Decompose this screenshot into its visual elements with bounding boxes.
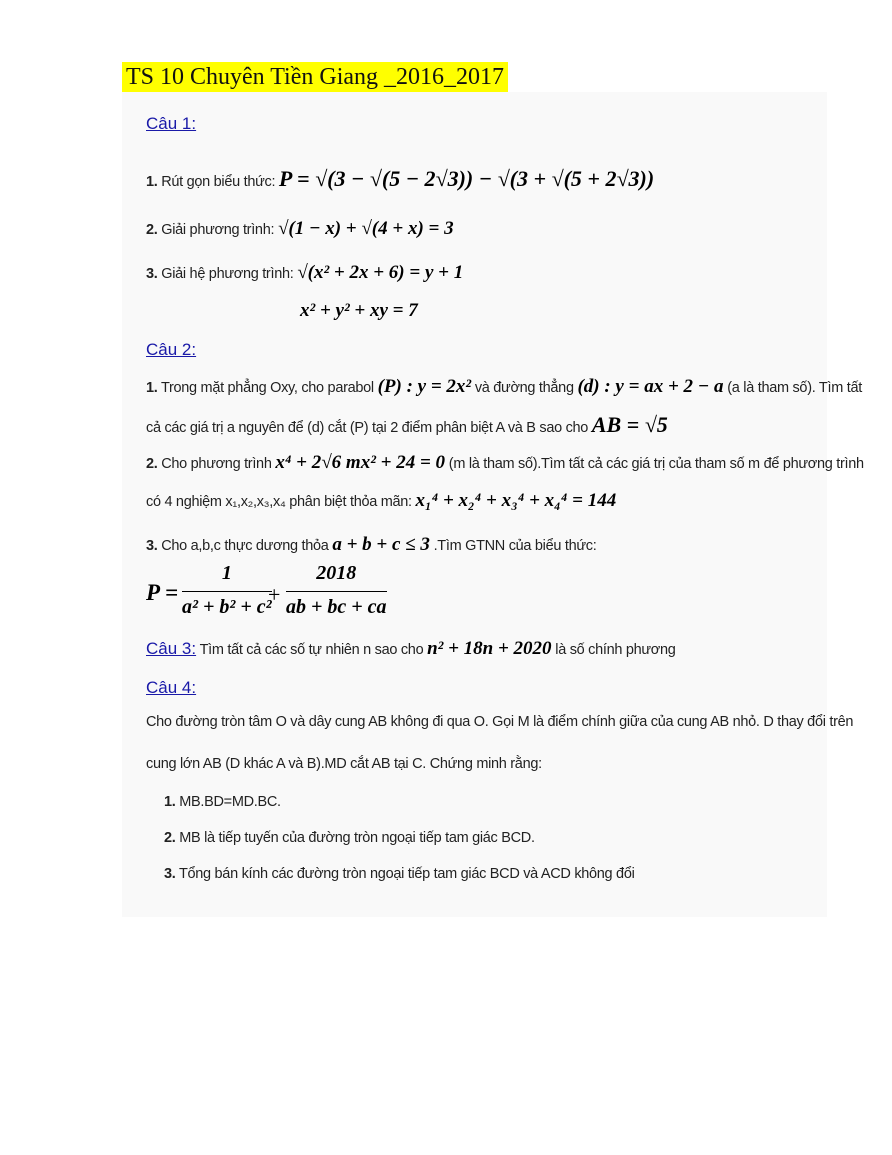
- question-1-item-3-line-2: [300, 300, 418, 322]
- item-text: Trong mặt phẳng Oxy, cho parabol: [160, 380, 374, 396]
- item-number: 2.: [164, 830, 176, 846]
- item-text: cả các giá trị a nguyên để (d) cắt (P) tại 2 điểm phân biệt A và B sao cho: [146, 420, 589, 436]
- item-number: 2.: [146, 222, 158, 238]
- item-text: MB.BD=MD.BC.: [179, 794, 281, 810]
- question-3-heading: Câu 3:: [146, 639, 197, 658]
- document-title: TS 10 Chuyên Tiền Giang _2016_2017: [122, 62, 508, 92]
- math-expression: √(1 − x) + √(4 + x) = 3: [277, 218, 454, 239]
- question-4-item-3: [164, 866, 635, 882]
- question-1-item-2: [146, 218, 454, 240]
- item-text: (a là tham số). Tìm tất: [727, 380, 862, 396]
- math-expression: (P) : y = 2x²: [377, 376, 472, 397]
- math-expression: x₁⁴ + x₂⁴ + x₃⁴ + x₄⁴ = 144: [415, 490, 617, 511]
- question-2-item-2: [146, 452, 864, 474]
- item-number: 1.: [146, 174, 158, 190]
- item-text: Tìm tất cả các số tự nhiên n sao cho: [199, 642, 424, 658]
- math-expression: (d) : y = ax + 2 − a: [577, 376, 724, 397]
- question-4-line-2: cung lớn AB (D khác A và B).MD cắt AB tại C. Chứng minh rằng:: [146, 756, 542, 772]
- question-4-item-1: [164, 794, 281, 810]
- question-3: [146, 638, 676, 660]
- math-expression: P = √(3 − √(5 − 2√3)) − √(3 + √(5 + 2√3)): [278, 166, 655, 191]
- fraction-1-denominator: a² + b² + c²: [182, 596, 272, 618]
- item-number: 1.: [164, 794, 176, 810]
- expression-lhs: P =: [146, 580, 179, 605]
- math-expression: a + b + c ≤ 3: [332, 534, 430, 555]
- item-text: Giải hệ phương trình:: [161, 266, 294, 282]
- question-4-heading: Câu 4:: [146, 678, 197, 697]
- item-text: .Tìm GTNN của biểu thức:: [433, 538, 597, 554]
- question-1-item-1: [146, 166, 654, 192]
- math-expression: x⁴ + 2√6 mx² + 24 = 0: [275, 452, 446, 473]
- item-text: là số chính phương: [555, 642, 676, 658]
- question-2-item-3: [146, 534, 596, 556]
- item-text: MB là tiếp tuyến của đường tròn ngoại tiếp tam giác BCD.: [179, 830, 535, 846]
- math-expression: √(x² + 2x + 6) = y + 1: [297, 262, 464, 283]
- item-number: 3.: [146, 266, 158, 282]
- fraction-2-numerator: 2018: [286, 562, 387, 592]
- fraction-2: [286, 562, 387, 619]
- question-2-item-1-line-2: [146, 412, 668, 438]
- item-text: Cho a,b,c thực dương thỏa: [161, 538, 329, 554]
- fraction-2-denominator: ab + bc + ca: [286, 596, 387, 618]
- item-text: có 4 nghiệm x₁,x₂,x₃,x₄ phân biệt thỏa mãn:: [146, 494, 412, 510]
- fraction-1-numerator: 1: [182, 562, 272, 592]
- question-2-item-2-line-2: [146, 490, 616, 512]
- fraction-1: [182, 562, 272, 619]
- item-text: và đường thẳng: [474, 380, 574, 396]
- item-number: 1.: [146, 380, 158, 396]
- item-number: 3.: [164, 866, 176, 882]
- item-text: Rút gọn biểu thức:: [161, 174, 276, 190]
- item-text: Cho phương trình: [161, 456, 272, 472]
- item-text: (m là tham số).Tìm tất cả các giá trị của tham số m để phương trình: [448, 456, 864, 472]
- question-4-item-2: [164, 830, 535, 846]
- math-expression: x² + y² + xy = 7: [300, 300, 418, 321]
- item-text: Giải phương trình:: [161, 222, 275, 238]
- item-number: 2.: [146, 456, 158, 472]
- math-expression: AB = √5: [591, 412, 668, 437]
- question-2-item-1: [146, 376, 862, 398]
- item-number: 3.: [146, 538, 158, 554]
- plus-sign: +: [268, 582, 281, 607]
- question-1-item-3: [146, 262, 463, 284]
- question-1-heading: Câu 1:: [146, 114, 197, 133]
- math-expression: n² + 18n + 2020: [427, 638, 552, 659]
- question-2-heading: Câu 2:: [146, 340, 197, 359]
- item-text: Tổng bán kính các đường tròn ngoại tiếp tam giác BCD và ACD không đổi: [178, 866, 635, 882]
- question-4-line-1: Cho đường tròn tâm O và dây cung AB không đi qua O. Gọi M là điểm chính giữa của cung AB nhỏ. D thay đổi trên: [146, 714, 854, 730]
